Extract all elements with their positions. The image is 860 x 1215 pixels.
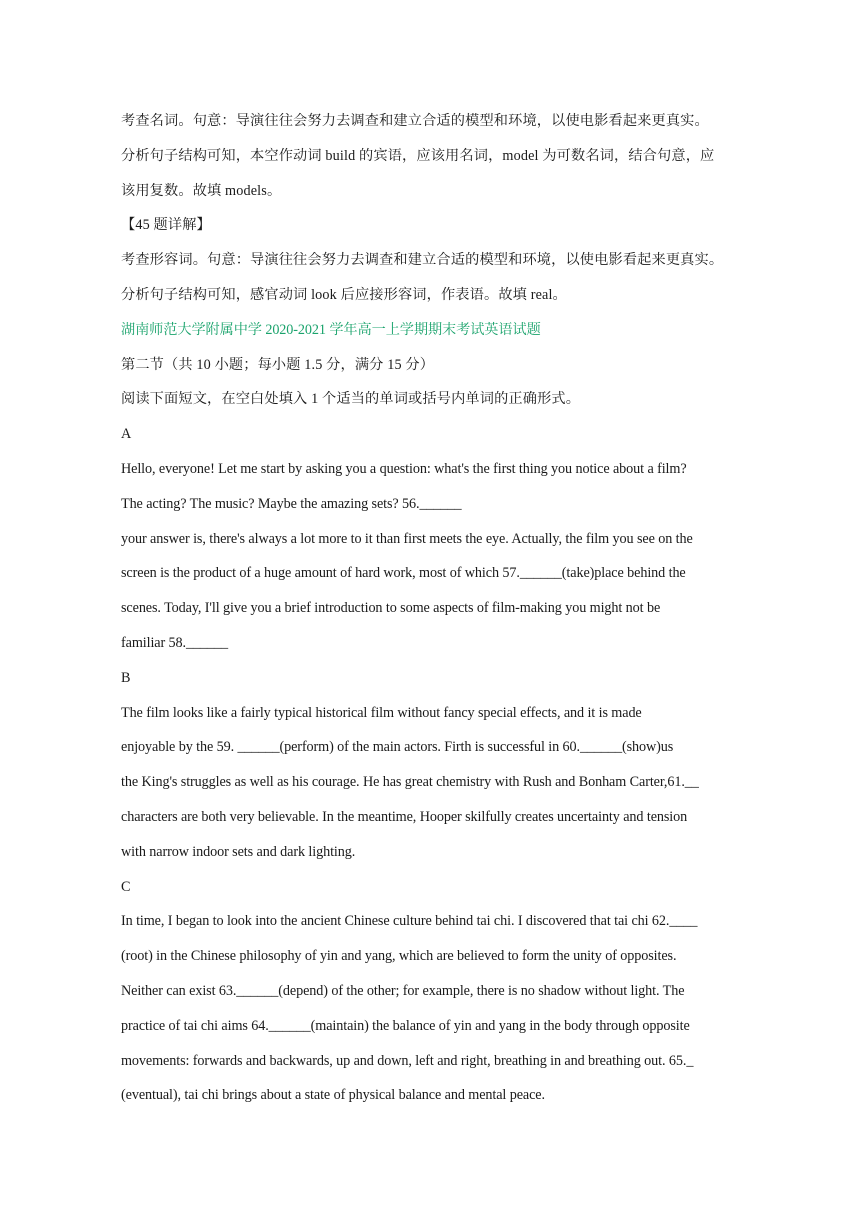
- passage-a-label: A: [121, 426, 132, 443]
- document-body: [121, 104, 751, 1113]
- passage-c-line: In time, I began to look into the ancient Chinese culture behind tai chi. I discovered that tai chi 62.____: [121, 913, 698, 930]
- answer-explanation-45-line-1: 考查形容词。句意：导演往往会努力去调查和建立合适的模型和环境，以使电影看起来更真实。: [121, 252, 724, 269]
- passage-c-line: movements: forwards and backwards, up and down, left and right, breathing in and breathing out. 65._: [121, 1052, 694, 1069]
- passage-c-line: (root) in the Chinese philosophy of yin and yang, which are believed to form the unity of opposites.: [121, 948, 677, 965]
- passage-a-line: The acting? The music? Maybe the amazing sets? 56.______: [121, 495, 462, 512]
- passage-a-line: your answer is, there's always a lot more to it than first meets the eye. Actually, the film you see on the: [121, 530, 693, 547]
- exam-source-title: 湖南师范大学附属中学 2020-2021 学年高一上学期期末考试英语试题: [121, 321, 541, 338]
- passage-b-line: enjoyable by the 59. ______(perform) of the main actors. Firth is successful in 60.______(show)us: [121, 739, 674, 756]
- answer-explanation-45-line-2: 分析句子结构可知，感官动词 look 后应接形容词，作表语。故填 real。: [121, 286, 567, 303]
- answer-explanation-44-line-1: 考查名词。句意：导演往往会努力去调查和建立合适的模型和环境，以使电影看起来更真实。: [121, 113, 709, 129]
- question-45-heading: 【45 题详解】: [121, 217, 211, 234]
- passage-b-line: characters are both very believable. In the meantime, Hooper skilfully creates uncertainty and tension: [121, 808, 688, 825]
- section-heading: 第二节（共 10 小题；每小题 1.5 分，满分 15 分）: [121, 356, 435, 373]
- passage-c-label: C: [121, 878, 131, 895]
- answer-explanation-44-line-3: 该用复数。故填 models。: [121, 182, 282, 199]
- answer-explanation-44-line-2: 分析句子结构可知，本空作动词 build 的宾语，应该用名词，model 为可数名词，结合句意，应: [121, 147, 715, 164]
- passage-a-line: screen is the product of a huge amount of hard work, most of which 57.______(take)place behind the: [121, 565, 686, 582]
- passage-b-line: The film looks like a fairly typical historical film without fancy special effects, and it is made: [121, 704, 642, 721]
- passage-c-line: practice of tai chi aims 64.______(maintain) the balance of yin and yang in the body through opposite: [121, 1017, 690, 1034]
- passage-a-line: scenes. Today, I'll give you a brief introduction to some aspects of film-making you might not be: [121, 600, 661, 617]
- passage-c-line: Neither can exist 63.______(depend) of the other; for example, there is no shadow without light. The: [121, 982, 685, 999]
- passage-b-line: the King's struggles as well as his courage. He has great chemistry with Rush and Bonham Carter,61.__: [121, 774, 699, 791]
- passage-b-label: B: [121, 669, 131, 686]
- passage-b-line: with narrow indoor sets and dark lighting.: [121, 843, 356, 860]
- section-instructions: 阅读下面短文，在空白处填入 1 个适当的单词或括号内单词的正确形式。: [121, 391, 581, 408]
- passage-c-line: (eventual), tai chi brings about a state of physical balance and mental peace.: [121, 1087, 545, 1104]
- passage-a-line: Hello, everyone! Let me start by asking you a question: what's the first thing you notice about a film?: [121, 460, 687, 477]
- passage-a-line: familiar 58.______: [121, 634, 228, 651]
